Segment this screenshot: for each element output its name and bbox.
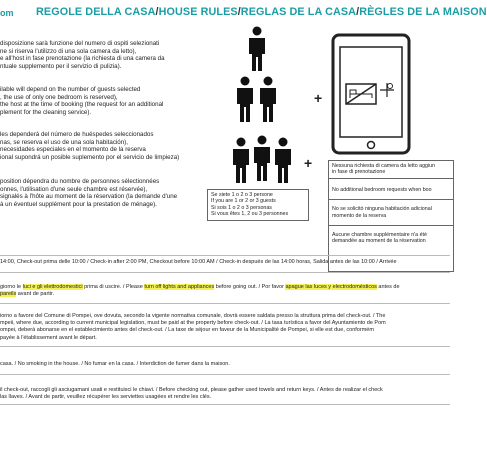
intro-line: les dependerá del número de huéspedes seleccionados xyxy=(0,131,154,138)
request-line: demandée au moment de la réservation xyxy=(332,238,426,245)
page-title xyxy=(36,6,487,18)
request-line: No additional bedroom requests when boo xyxy=(332,186,432,193)
tax-line: ompei, deberá abonarse en el establecimiento antes del check-out. / La taxe de séjour en faveur de la Municipalité de Pompei, si elle est due, conformém xyxy=(0,327,374,334)
intro-line: , the use of only one bedroom is reserved), xyxy=(0,93,118,101)
tax-line: payée à l'établissement avant le départ. xyxy=(0,334,97,341)
divider xyxy=(0,374,450,375)
request-line: No se solicitó ninguna habitación adicional xyxy=(332,206,432,213)
lights-text: antes de xyxy=(376,284,400,290)
intro-fr xyxy=(0,178,177,208)
lights-rule xyxy=(0,284,400,298)
checkout-line: las llaves. / Avant de partir, veuillez récupérer les serviettes usagées et rendre les clés. xyxy=(0,394,212,401)
highlight: apague las luces y electrodomésticos xyxy=(285,284,377,290)
tourist-tax-rule xyxy=(0,313,386,342)
highlight: pareils xyxy=(0,291,17,298)
title-separator: / xyxy=(237,6,241,18)
lights-text: prima di uscire. / Please xyxy=(82,284,145,290)
intro-line: ne si riserva l'utilizzo di una sola camera da letto), xyxy=(0,47,137,55)
intro-line: à un éventuel supplément pour la prestation de ménage). xyxy=(0,200,157,208)
intro-es xyxy=(0,131,179,161)
intro-line: signalés à l'hôte au moment de la réservation (la demande d'une xyxy=(0,193,178,201)
checkout-rule xyxy=(0,387,383,401)
divider xyxy=(0,346,450,347)
guests-line: Si sois 1 o 2 o 3 personas xyxy=(211,204,272,211)
lights-text: giorno le xyxy=(0,284,23,290)
checkin-checkout-rule: 14:00, Check-out prima delle 10:00 / Check-in after 2:00 PM, Checkout before 10:00 AM / Check-in después de las 14:00 horas, Salida antes de las 10:00 / Arrivée xyxy=(0,259,397,265)
highlight: luci e gli elettrodomestici xyxy=(22,284,83,290)
request-line: momento de la reserva xyxy=(332,212,387,219)
guests-line: Se siete 1 o 2 o 3 persone xyxy=(211,192,273,198)
request-fr xyxy=(329,226,453,251)
brand-fragment: om xyxy=(0,8,14,18)
tax-line: mpeii, where due, according to current municipal legislation, must be paid at the property before check-out. / La tasa turística a favor del Ayuntamiento de Pom xyxy=(0,320,386,327)
intro-line: plement for the cleaning service). xyxy=(0,108,92,116)
intro-line: ntuale supplemento per il servizio di pulizia). xyxy=(0,62,122,70)
intro-line: the host at the time of booking (the request for an additional xyxy=(0,101,164,109)
title-fr: RÈGLES DE LA MAISON xyxy=(359,6,487,18)
plus-sign: + xyxy=(314,90,323,106)
no-smoking-rule: casa. / No smoking in the house. / No fumar en la casa. / Interdiction de fumer dans la maison. xyxy=(0,361,230,367)
divider xyxy=(0,272,450,273)
title-en: HOUSE RULES xyxy=(158,6,238,18)
intro-en xyxy=(0,86,163,116)
guests-count-box xyxy=(207,189,309,221)
guests-line: If you are 1 or 2 or 3 guests xyxy=(211,198,276,205)
intro-line: necesidades especiales en el momento de la reserva xyxy=(0,146,146,154)
intro-it xyxy=(0,40,165,70)
request-it xyxy=(329,161,453,179)
intro-line: disposizione sarà funzione del numero di ospiti selezionati xyxy=(0,40,160,47)
guests-line: Si vous êtes 1, 2 ou 3 personnes xyxy=(211,211,289,218)
intro-line: ional supondrá un posible suplemento por el servicio de limpieza) xyxy=(0,153,180,161)
lights-text: avant de partir. xyxy=(16,291,55,298)
title-it: REGOLE DELLA CASA xyxy=(36,6,156,18)
divider xyxy=(0,404,450,405)
request-en xyxy=(329,179,453,200)
intro-line: e all'host in fase prenotazione (la richiesta di una camera da xyxy=(0,55,165,63)
divider xyxy=(0,255,450,256)
tax-line: iorno a favore del Comune di Pompei, ove dovuta, secondo la vigente normativa comunale, dovrà essere saldata presso la struttura prima del check-out. / The xyxy=(0,313,386,319)
checkout-line: il check-out, raccogli gli asciugamani usati e restituisci le chiavi. / Before checking out, please gather used towels and return keys. / Antes de realizar el check xyxy=(0,387,383,393)
lights-text: before going out. / Por favor xyxy=(214,284,286,290)
two-persons-icon xyxy=(234,76,280,124)
intro-line: position dépendra du nombre de personnes sélectionnées xyxy=(0,178,160,185)
divider xyxy=(0,303,450,304)
title-es: REGLAS DE LA CASA xyxy=(240,6,357,18)
intro-line: ilable will depend on the number of guests selected xyxy=(0,86,141,93)
intro-line: nas, se reserva el uso de una sola habitación), xyxy=(0,138,128,146)
single-person-icon xyxy=(244,26,270,72)
intro-line: onnes, l'utilisation d'une seule chambre est réservée), xyxy=(0,185,148,193)
request-line: Aucune chambre supplémentaire n'a été xyxy=(332,232,427,239)
title-separator: / xyxy=(356,6,360,18)
request-line: Nessuna richiesta di camera da letto aggiun xyxy=(332,163,436,169)
highlight: turn off lights and appliances xyxy=(144,284,215,290)
three-persons-icon xyxy=(231,135,293,187)
request-line: in fase di prenotazione xyxy=(332,169,386,176)
request-es xyxy=(329,200,453,226)
tablet-bed-icon xyxy=(330,32,412,156)
title-separator: / xyxy=(155,6,159,18)
plus-sign: + xyxy=(304,155,313,171)
